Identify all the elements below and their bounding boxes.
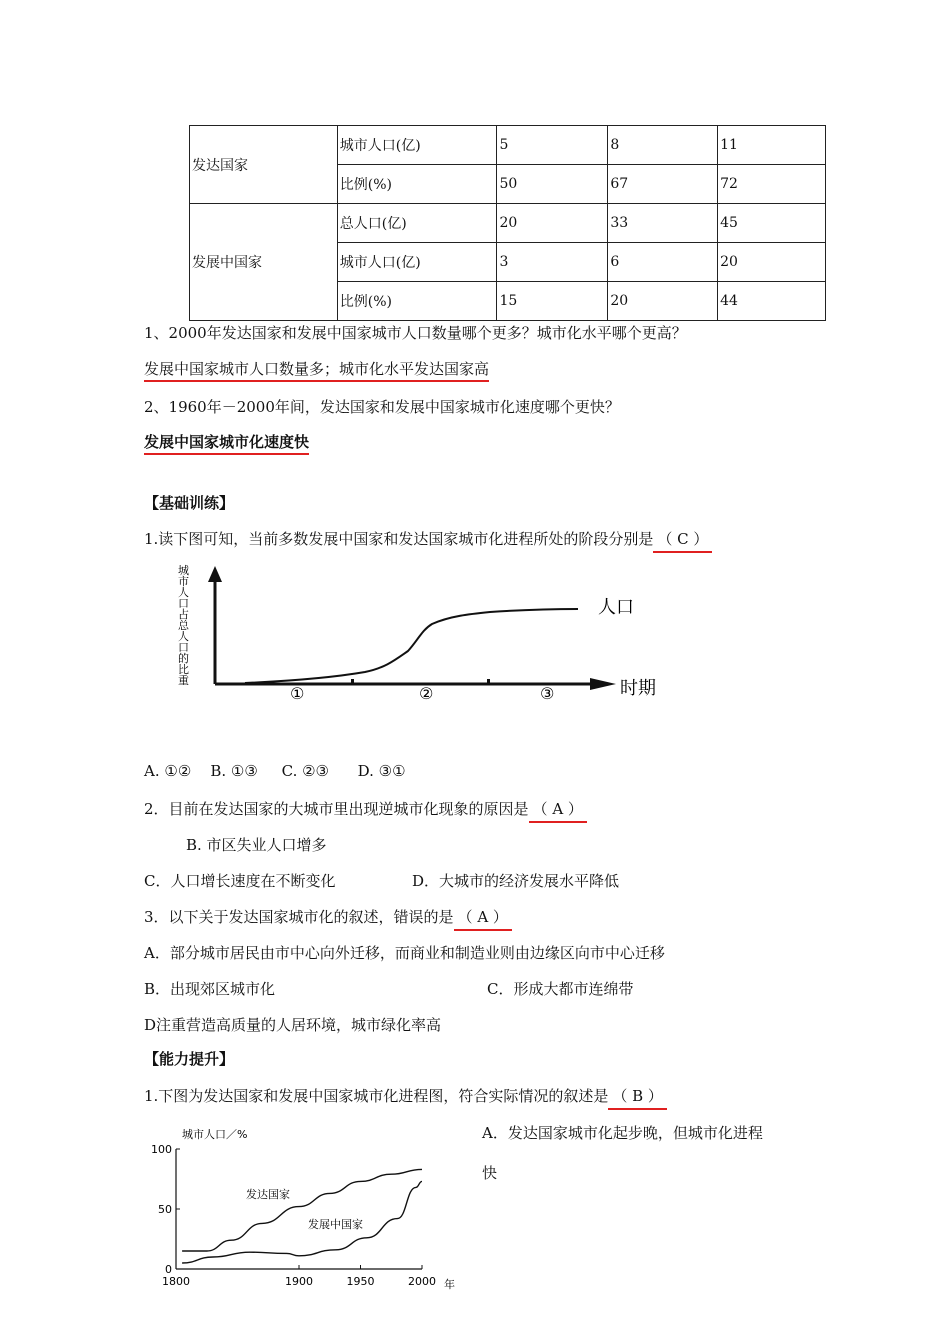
basic-q3-option-b: B．出现郊区城市化 <box>144 980 276 998</box>
y-tick-label: 0 <box>165 1263 172 1276</box>
table-cell: 44 <box>718 282 826 321</box>
row-label: 城市人口(亿) <box>337 126 497 165</box>
basic-q1 <box>144 528 712 553</box>
chart-ticks <box>151 1143 436 1288</box>
x-tick-label: 1900 <box>285 1275 313 1288</box>
answer-2-text: 发展中国家城市化速度快 <box>144 433 309 455</box>
urbanization-stage-figure <box>170 560 730 710</box>
table-cell: 20 <box>718 243 826 282</box>
question-2: 2、1960年－2000年间，发达国家和发展中国家城市化速度哪个更快？ <box>144 398 620 416</box>
answer-2 <box>144 431 309 452</box>
series-developed-label: 发达国家 <box>246 1188 290 1201</box>
x-tick-label: 1800 <box>162 1275 190 1288</box>
fig1-ylabel-char: 口 <box>178 641 189 654</box>
basic-q1-text: 1.读下图可知，当前多数发展中国家和发达国家城市化进程所处的阶段分别是 <box>144 530 654 548</box>
fig1-ylabel-char: 人 <box>178 630 189 643</box>
fig1-ylabel-char: 的 <box>178 652 189 665</box>
series-developing-line <box>182 1181 422 1263</box>
basic-q1-options: A. ①② B. ①③ C. ②③ D. ③① <box>144 762 406 780</box>
question-1: 1、2000年发达国家和发展中国家城市人口数量哪个更多？城市化水平哪个更高？ <box>144 324 687 342</box>
basic-q3 <box>144 906 512 931</box>
x-tick-label: 1950 <box>346 1275 375 1288</box>
group-name: 发展中国家 <box>190 204 338 321</box>
group-name: 发达国家 <box>190 126 338 204</box>
fig1-ylabel <box>178 564 190 687</box>
fig1-ylabel-char: 占 <box>178 608 189 621</box>
row-label: 比例(%) <box>337 282 497 321</box>
urbanization-line-chart <box>140 1122 470 1294</box>
basic-q3-option-d: D注重营造高质量的人居环境，城市绿化率高 <box>144 1016 442 1034</box>
table-cell: 67 <box>608 165 718 204</box>
fig1-ylabel-char: 城 <box>178 564 189 577</box>
series-developing-label: 发展中国家 <box>308 1218 363 1231</box>
basic-q3-option-c: C．形成大都市连绵带 <box>487 980 634 998</box>
fig1-ylabel-char: 市 <box>178 575 189 588</box>
advanced-option-a-line1: A．发达国家城市化起步晚，但城市化进程 <box>482 1124 763 1142</box>
table-cell: 15 <box>497 282 608 321</box>
table-cell: 20 <box>608 282 718 321</box>
fig1-stage-1: ① <box>290 684 305 703</box>
fig1-y-arrow <box>208 566 222 582</box>
fig1-xlabel: 时期 <box>620 678 656 699</box>
fig1-ylabel-char: 口 <box>178 597 189 610</box>
answer-1 <box>144 358 489 379</box>
chart-xlabel: 年 <box>444 1278 455 1291</box>
table-cell: 20 <box>497 204 608 243</box>
table-cell: 11 <box>718 126 826 165</box>
basic-q2-answer: （ A ） <box>529 798 587 823</box>
fig1-stage-2: ② <box>419 684 434 703</box>
fig1-curve <box>245 609 578 683</box>
chart-ylabel: 城市人口／% <box>182 1128 248 1141</box>
basic-q2-option-d: D．大城市的经济发展水平降低 <box>412 872 620 890</box>
basic-q3-option-a: A．部分城市居民由市中心向外迁移，而商业和制造业则由边缘区向市中心迁移 <box>144 944 665 962</box>
table-cell: 3 <box>497 243 608 282</box>
x-tick-label: 2000 <box>408 1275 436 1288</box>
fig1-ylabel-char: 人 <box>178 586 189 599</box>
table-cell: 45 <box>718 204 826 243</box>
fig1-x-arrow <box>590 678 616 690</box>
basic-heading: 【基础训练】 <box>144 494 235 512</box>
fig1-ylabel-char: 总 <box>178 619 189 632</box>
series-developed-line <box>182 1169 422 1251</box>
row-label: 比例(%) <box>337 165 497 204</box>
table-cell: 5 <box>497 126 608 165</box>
table-cell: 33 <box>608 204 718 243</box>
basic-q2-option-c: C．人口增长速度在不断变化 <box>144 872 336 890</box>
basic-q3-answer: （ A ） <box>454 906 512 931</box>
advanced-q1-text: 1.下图为发达国家和发展中国家城市化进程图，符合实际情况的叙述是 <box>144 1087 609 1105</box>
table-row <box>190 126 826 165</box>
advanced-q1-answer: （ B ） <box>608 1085 667 1110</box>
advanced-heading: 【能力提升】 <box>144 1050 235 1068</box>
answer-1-text: 发展中国家城市人口数量多；城市化水平发达国家高 <box>144 360 489 382</box>
fig1-ylabel-char: 重 <box>178 674 189 687</box>
y-tick-label: 50 <box>158 1203 172 1216</box>
row-label: 总人口(亿) <box>337 204 497 243</box>
basic-q2-option-b: B. 市区失业人口增多 <box>186 836 327 854</box>
table-cell: 72 <box>718 165 826 204</box>
basic-q3-text: 3．以下关于发达国家城市化的叙述，错误的是 <box>144 908 454 926</box>
fig1-ylabel-char: 比 <box>178 663 189 676</box>
table-cell: 50 <box>497 165 608 204</box>
advanced-q1 <box>144 1085 667 1110</box>
fig1-curve-label: 人口 <box>598 597 634 618</box>
basic-q1-answer: （ C ） <box>653 528 712 553</box>
fig1-stage-3: ③ <box>540 684 555 703</box>
table-cell: 6 <box>608 243 718 282</box>
fig1-divider-2 <box>487 679 490 684</box>
basic-q2 <box>144 798 587 823</box>
table-cell: 8 <box>608 126 718 165</box>
y-tick-label: 100 <box>151 1143 172 1156</box>
advanced-option-a-line2: 快 <box>482 1164 498 1182</box>
population-table <box>189 125 826 321</box>
row-label: 城市人口(亿) <box>337 243 497 282</box>
table-row <box>190 204 826 243</box>
basic-q2-text: 2．目前在发达国家的大城市里出现逆城市化现象的原因是 <box>144 800 529 818</box>
fig1-divider-1 <box>351 679 354 684</box>
